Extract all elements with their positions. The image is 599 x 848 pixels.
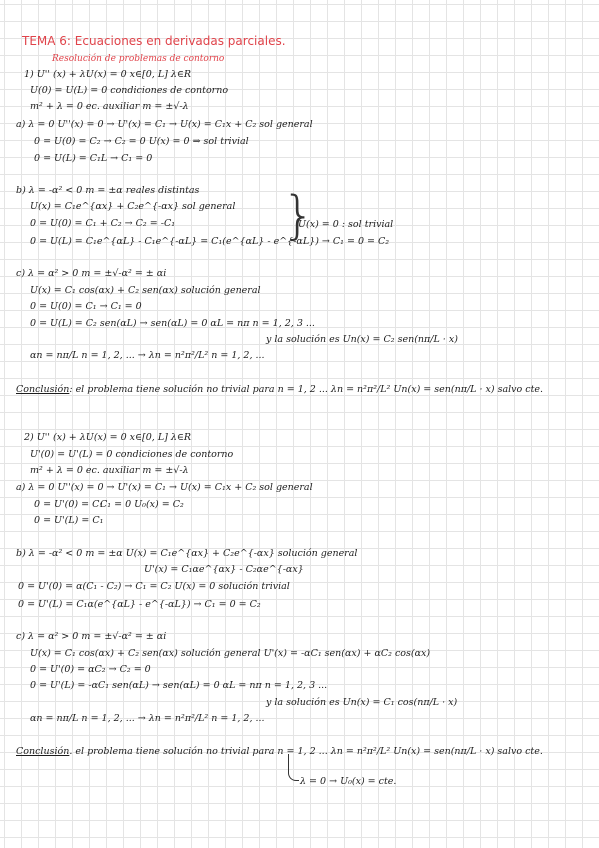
- p1-case-c-line5: y la solución es Un(x) = C₂ sen(nπ/L · x): [266, 334, 458, 345]
- p2-case-b-line4: 0 = U'(L) = C₁α(e^{αL} - e^{-αL}) → C₁ = 0 = C₂: [18, 599, 261, 610]
- p1-case-c-line6: αn = nπ/L n = 1, 2, ... → λn = n²π²/L² n = 1, 2, ...: [30, 350, 265, 361]
- p2-case-c-line5: y la solución es Un(x) = C₁ cos(nπ/L · x): [266, 697, 458, 708]
- p1-case-c-line2: U(x) = C₁ cos(αx) + C₂ sen(αx) solución general: [30, 285, 261, 296]
- p1-case-b-line1: b) λ = -α² < 0 m = ±α reales distintas: [16, 185, 200, 196]
- p2-conclusion-text: . el problema tiene solución no trivial para n = 1, 2 ... λn = n²π²/L² Un(x) = sen(nπ/L · x) salvo cte.: [69, 746, 543, 757]
- p2-conclusion: [16, 746, 543, 757]
- p2-case-b-line3: 0 = U'(0) = α(C₁ - C₂) → C₁ = C₂ U(x) = 0 solución trivial: [18, 581, 290, 592]
- p2-case-c-line6: αn = nπ/L n = 1, 2, ... → λn = n²π²/L² n = 1, 2, ...: [30, 713, 265, 724]
- p1-case-b-result: U(x) = 0 : sol trivial: [298, 219, 394, 230]
- page-title: TEMA 6: Ecuaciones en derivadas parciales.: [22, 34, 286, 48]
- p2-case-c-line4: 0 = U'(L) = -αC₁ sen(αL) → sen(αL) = 0 αL = nπ n = 1, 2, 3 ...: [30, 680, 328, 691]
- p1-case-a-line1: a) λ = 0 U''(x) = 0 → U'(x) = C₁ → U(x) = C₁x + C₂ sol general: [16, 119, 313, 130]
- p1-boundary: U(0) = U(L) = 0 condiciones de contorno: [30, 85, 229, 96]
- p1-case-a-line2: 0 = U(0) = C₂ → C₂ = 0 U(x) = 0 ⇒ sol trivial: [34, 136, 249, 147]
- p2-case-c-line1: c) λ = α² > 0 m = ±√-α² = ± αi: [16, 631, 167, 642]
- p2-case-a-line2: 0 = U'(0) = C₁: [34, 499, 104, 510]
- p1-conclusion-text: : el problema tiene solución no trivial para n = 1, 2 ... λn = n²π²/L² Un(x) = sen(nπ/L · x) salvo cte.: [69, 384, 544, 395]
- p2-case-a-line1: a) λ = 0 U''(x) = 0 → U'(x) = C₁ → U(x) = C₁x + C₂ sol general: [16, 482, 313, 493]
- p1-case-c-line4: 0 = U(L) = C₂ sen(αL) → sen(αL) = 0 αL = nπ n = 1, 2, 3 ...: [30, 318, 315, 329]
- p2-extra-note: λ = 0 → U₀(x) = cte.: [300, 776, 397, 787]
- conclusion-arrow: [288, 754, 299, 781]
- page-subtitle: Resolución de problemas de contorno: [52, 54, 225, 64]
- p2-case-a-line3: 0 = U'(L) = C₁: [34, 515, 104, 526]
- p1-case-c-line3: 0 = U(0) = C₁ → C₁ = 0: [30, 301, 142, 312]
- p1-auxiliary: m² + λ = 0 ec. auxiliar m = ±√-λ: [30, 101, 189, 112]
- p1-equation: 1) U'' (x) + λU(x) = 0 x∈[0, L] λ∈R: [24, 69, 192, 80]
- p2-case-c-line2: U(x) = C₁ cos(αx) + C₂ sen(αx) solución general U'(x) = -αC₁ sen(αx) + αC₂ cos(αx): [30, 648, 431, 659]
- p2-conclusion-label: Conclusión: [16, 746, 70, 757]
- p1-case-b-line2: U(x) = C₁e^{αx} + C₂e^{-αx} sol general: [30, 201, 236, 212]
- p1-case-a-line3: 0 = U(L) = C₁L → C₁ = 0: [34, 153, 153, 164]
- p2-case-c-line3: 0 = U'(0) = αC₂ → C₂ = 0: [30, 664, 151, 675]
- p1-case-b-line3: 0 = U(0) = C₁ + C₂ → C₂ = -C₁: [30, 218, 176, 229]
- p2-boundary: U'(0) = U'(L) = 0 condiciones de contorno: [30, 449, 234, 460]
- p2-case-a-result: C₁ = 0 U₀(x) = C₂: [100, 499, 184, 510]
- p1-conclusion-label: Conclusión: [16, 384, 70, 395]
- p2-equation: 2) U'' (x) + λU(x) = 0 x∈[0, L] λ∈R: [24, 432, 192, 443]
- p1-case-b-line4: 0 = U(L) = C₁e^{αL} - C₁e^{-αL} = C₁(e^{αL} - e^{-αL}) → C₁ = 0 = C₂: [30, 236, 390, 247]
- p2-case-b-line2: U'(x) = C₁αe^{αx} - C₂αe^{-αx}: [144, 564, 304, 575]
- p2-case-b-line1: b) λ = -α² < 0 m = ±α U(x) = C₁e^{αx} + C₂e^{-αx} solución general: [16, 548, 358, 559]
- p2-auxiliary: m² + λ = 0 ec. auxiliar m = ±√-λ: [30, 465, 189, 476]
- p1-conclusion: [16, 384, 543, 395]
- p1-case-c-line1: c) λ = α² > 0 m = ±√-α² = ± αi: [16, 268, 167, 279]
- p1-case-b-brace: }: [282, 186, 316, 246]
